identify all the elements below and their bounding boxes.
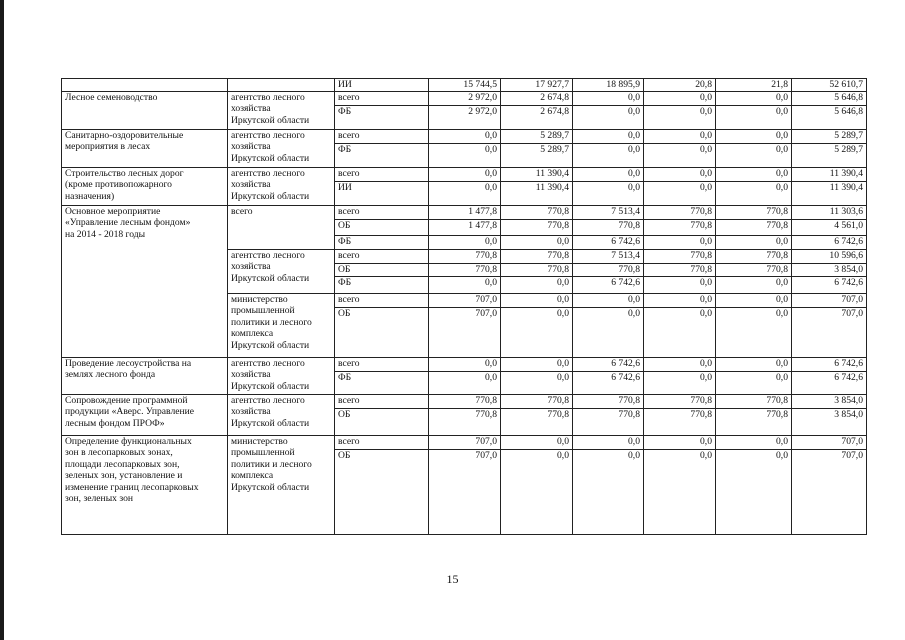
amount-cell: 0,0: [501, 293, 573, 307]
amount-cell: 0,0: [716, 435, 792, 449]
source-cell: ФБ: [335, 143, 429, 167]
table-row: [62, 129, 867, 143]
table-row: [62, 357, 867, 371]
total-cell: 6 742,6: [792, 276, 867, 293]
amount-cell: 0,0: [429, 181, 501, 205]
total-cell: 4 561,0: [792, 219, 867, 235]
table-row: [62, 79, 867, 92]
amount-cell: 0,0: [573, 181, 644, 205]
amount-cell: 11 390,4: [501, 181, 573, 205]
amount-cell: 0,0: [501, 307, 573, 357]
source-cell: всего: [335, 435, 429, 449]
source-cell: всего: [335, 394, 429, 408]
amount-cell: 6 742,6: [573, 276, 644, 293]
amount-cell: 0,0: [644, 181, 716, 205]
amount-cell: 11 390,4: [501, 167, 573, 181]
amount-cell: 770,8: [501, 408, 573, 435]
amount-cell: 0,0: [716, 293, 792, 307]
amount-cell: 0,0: [644, 91, 716, 105]
executor-cell: агентство лесного хозяйства Иркутской области: [228, 167, 335, 205]
amount-cell: 0,0: [501, 371, 573, 394]
amount-cell: 0,0: [501, 235, 573, 249]
amount-cell: 6 742,6: [573, 357, 644, 371]
total-cell: 5 289,7: [792, 143, 867, 167]
amount-cell: 0,0: [716, 307, 792, 357]
source-cell: ОБ: [335, 449, 429, 534]
source-cell: всего: [335, 167, 429, 181]
executor-cell: всего: [228, 205, 335, 249]
amount-cell: 770,8: [644, 219, 716, 235]
amount-cell: 6 742,6: [573, 371, 644, 394]
amount-cell: 0,0: [716, 91, 792, 105]
amount-cell: 0,0: [573, 143, 644, 167]
amount-cell: 770,8: [429, 263, 501, 276]
amount-cell: 0,0: [716, 105, 792, 129]
amount-cell: 18 895,9: [573, 79, 644, 92]
amount-cell: 0,0: [716, 235, 792, 249]
source-cell: всего: [335, 293, 429, 307]
amount-cell: 0,0: [644, 167, 716, 181]
amount-cell: 770,8: [716, 408, 792, 435]
total-cell: 11 390,4: [792, 181, 867, 205]
total-cell: 11 303,6: [792, 205, 867, 219]
amount-cell: 0,0: [429, 276, 501, 293]
amount-cell: 0,0: [573, 293, 644, 307]
amount-cell: 0,0: [716, 371, 792, 394]
executor-cell: агентство лесного хозяйства Иркутской области: [228, 249, 335, 293]
total-cell: 10 596,6: [792, 249, 867, 263]
amount-cell: 0,0: [573, 129, 644, 143]
amount-cell: 7 513,4: [573, 205, 644, 219]
amount-cell: 770,8: [716, 263, 792, 276]
amount-cell: 0,0: [429, 143, 501, 167]
amount-cell: 0,0: [429, 357, 501, 371]
activity-cell: Определение функциональных зон в лесопарковых зонах, площади лесопарковых зон, зеленых зон, установление и изменение границ лесопарковых зон, зеленых зон: [62, 435, 228, 534]
amount-cell: 0,0: [644, 449, 716, 534]
amount-cell: 0,0: [644, 307, 716, 357]
amount-cell: 770,8: [501, 394, 573, 408]
activity-cell: Основное мероприятие «Управление лесным фондом» на 2014 - 2018 годы: [62, 205, 228, 357]
activity-cell: [62, 79, 228, 92]
amount-cell: 707,0: [429, 293, 501, 307]
source-cell: ФБ: [335, 105, 429, 129]
amount-cell: 0,0: [716, 357, 792, 371]
total-cell: 6 742,6: [792, 371, 867, 394]
amount-cell: 770,8: [716, 394, 792, 408]
amount-cell: 0,0: [716, 276, 792, 293]
amount-cell: 770,8: [644, 263, 716, 276]
amount-cell: 770,8: [429, 394, 501, 408]
amount-cell: 0,0: [429, 235, 501, 249]
amount-cell: 770,8: [716, 219, 792, 235]
amount-cell: 0,0: [644, 371, 716, 394]
activity-cell: Строительство лесных дорог (кроме противопожарного назначения): [62, 167, 228, 205]
amount-cell: 770,8: [573, 394, 644, 408]
source-cell: ОБ: [335, 408, 429, 435]
amount-cell: 0,0: [501, 449, 573, 534]
total-cell: 707,0: [792, 449, 867, 534]
source-cell: всего: [335, 91, 429, 105]
amount-cell: 770,8: [501, 263, 573, 276]
amount-cell: 0,0: [501, 435, 573, 449]
amount-cell: 0,0: [644, 357, 716, 371]
amount-cell: 5 289,7: [501, 143, 573, 167]
executor-cell: министерство промышленной политики и лесного комплекса Иркутской области: [228, 293, 335, 357]
amount-cell: 770,8: [429, 408, 501, 435]
amount-cell: 770,8: [501, 219, 573, 235]
amount-cell: 770,8: [429, 249, 501, 263]
amount-cell: 17 927,7: [501, 79, 573, 92]
table-row: [62, 435, 867, 449]
amount-cell: 770,8: [573, 219, 644, 235]
amount-cell: 0,0: [573, 307, 644, 357]
total-cell: 3 854,0: [792, 263, 867, 276]
total-cell: 6 742,6: [792, 357, 867, 371]
source-cell: всего: [335, 129, 429, 143]
total-cell: 3 854,0: [792, 394, 867, 408]
amount-cell: 0,0: [644, 293, 716, 307]
source-cell: ОБ: [335, 307, 429, 357]
amount-cell: 0,0: [429, 129, 501, 143]
amount-cell: 1 477,8: [429, 205, 501, 219]
total-cell: 52 610,7: [792, 79, 867, 92]
amount-cell: 0,0: [644, 435, 716, 449]
amount-cell: 770,8: [501, 249, 573, 263]
amount-cell: 0,0: [573, 167, 644, 181]
total-cell: 707,0: [792, 293, 867, 307]
amount-cell: 15 744,5: [429, 79, 501, 92]
source-cell: всего: [335, 357, 429, 371]
page-number: 15: [446, 572, 459, 586]
executor-cell: [228, 79, 335, 92]
source-cell: ФБ: [335, 276, 429, 293]
source-cell: ОБ: [335, 219, 429, 235]
amount-cell: 770,8: [501, 205, 573, 219]
amount-cell: 5 289,7: [501, 129, 573, 143]
scan-edge-shadow: [0, 0, 4, 640]
source-cell: ФБ: [335, 371, 429, 394]
amount-cell: 0,0: [573, 105, 644, 129]
amount-cell: 0,0: [716, 129, 792, 143]
amount-cell: 20,8: [644, 79, 716, 92]
table-row: [62, 91, 867, 105]
amount-cell: 6 742,6: [573, 235, 644, 249]
source-cell: ОБ: [335, 263, 429, 276]
amount-cell: 0,0: [501, 357, 573, 371]
total-cell: 5 646,8: [792, 91, 867, 105]
executor-cell: агентство лесного хозяйства Иркутской области: [228, 394, 335, 435]
total-cell: 707,0: [792, 435, 867, 449]
activity-cell: Лесное семеноводство: [62, 91, 228, 129]
amount-cell: 7 513,4: [573, 249, 644, 263]
amount-cell: 770,8: [716, 249, 792, 263]
amount-cell: 707,0: [429, 449, 501, 534]
source-cell: всего: [335, 249, 429, 263]
total-cell: 5 646,8: [792, 105, 867, 129]
amount-cell: 0,0: [573, 91, 644, 105]
amount-cell: 0,0: [573, 435, 644, 449]
source-cell: всего: [335, 205, 429, 219]
amount-cell: 0,0: [644, 276, 716, 293]
amount-cell: 0,0: [716, 449, 792, 534]
executor-cell: агентство лесного хозяйства Иркутской области: [228, 91, 335, 129]
activity-cell: Санитарно-оздоровительные мероприятия в лесах: [62, 129, 228, 167]
total-cell: 6 742,6: [792, 235, 867, 249]
total-cell: 3 854,0: [792, 408, 867, 435]
amount-cell: 0,0: [429, 371, 501, 394]
amount-cell: 0,0: [501, 276, 573, 293]
amount-cell: 707,0: [429, 435, 501, 449]
activity-cell: Сопровождение программной продукции «Аверс. Управление лесным фондом ПРОФ»: [62, 394, 228, 435]
amount-cell: 770,8: [644, 408, 716, 435]
amount-cell: 0,0: [716, 143, 792, 167]
amount-cell: 0,0: [429, 167, 501, 181]
amount-cell: 0,0: [644, 143, 716, 167]
amount-cell: 0,0: [716, 167, 792, 181]
total-cell: 707,0: [792, 307, 867, 357]
executor-cell: агентство лесного хозяйства Иркутской области: [228, 129, 335, 167]
amount-cell: 2 972,0: [429, 105, 501, 129]
source-cell: ИИ: [335, 79, 429, 92]
amount-cell: 770,8: [644, 249, 716, 263]
amount-cell: 0,0: [644, 105, 716, 129]
executor-cell: агентство лесного хозяйства Иркутской области: [228, 357, 335, 394]
table-row: [62, 167, 867, 181]
amount-cell: 770,8: [644, 394, 716, 408]
source-cell: ФБ: [335, 235, 429, 249]
amount-cell: 770,8: [573, 408, 644, 435]
amount-cell: 0,0: [644, 235, 716, 249]
source-cell: ИИ: [335, 181, 429, 205]
total-cell: 11 390,4: [792, 167, 867, 181]
amount-cell: 1 477,8: [429, 219, 501, 235]
amount-cell: 2 674,8: [501, 105, 573, 129]
amount-cell: 770,8: [573, 263, 644, 276]
amount-cell: 0,0: [573, 449, 644, 534]
amount-cell: 707,0: [429, 307, 501, 357]
amount-cell: 21,8: [716, 79, 792, 92]
amount-cell: 0,0: [644, 129, 716, 143]
amount-cell: 770,8: [716, 205, 792, 219]
amount-cell: 2 972,0: [429, 91, 501, 105]
table-row: [62, 205, 867, 219]
program-budget-table: [61, 78, 867, 535]
amount-cell: 770,8: [644, 205, 716, 219]
amount-cell: 0,0: [716, 181, 792, 205]
amount-cell: 2 674,8: [501, 91, 573, 105]
executor-cell: министерство промышленной политики и лесного комплекса Иркутской области: [228, 435, 335, 534]
activity-cell: Проведение лесоустройства на землях лесного фонда: [62, 357, 228, 394]
table-row: [62, 394, 867, 408]
total-cell: 5 289,7: [792, 129, 867, 143]
